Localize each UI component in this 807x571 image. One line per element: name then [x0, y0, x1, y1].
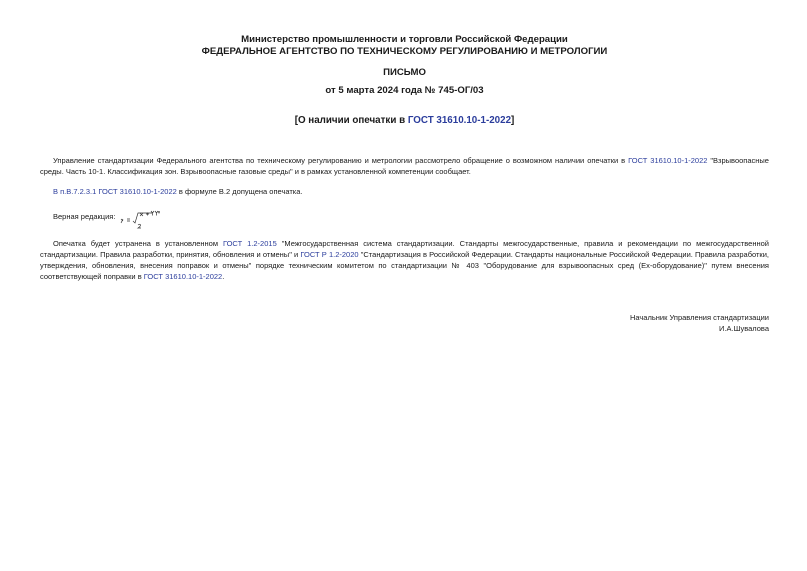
paragraph-correct-version	[40, 211, 769, 233]
document-date-number: от 5 марта 2024 года № 745-ОГ/03	[325, 85, 484, 96]
fix-gost-r-link[interactable]: ГОСТ Р 1.2-2020	[300, 250, 359, 259]
fix-text-1: Опечатка будет устранена в установленном	[53, 239, 223, 248]
document-page	[40, 0, 769, 571]
document-type: ПИСЬМО	[383, 67, 426, 78]
formula-image	[118, 208, 178, 232]
signature-position: Начальник Управления стандартизации	[629, 313, 769, 322]
paragraph-intro	[40, 155, 769, 177]
signature-name: И.А.Шувалова	[719, 324, 769, 333]
fix-gost-31610-link[interactable]: ГОСТ 31610.10-1-2022	[143, 272, 223, 281]
fix-text-2: "Межгосударственная система стандартизации. Стандарты межгосударственные, правила и рекомендации по межгосударственной стандартизации. Правила разработки, принятия, обновления и отмены" и	[40, 239, 769, 259]
paragraph-typo	[40, 186, 769, 197]
clause-link[interactable]: В п.В.7.2.3.1	[53, 187, 97, 196]
intro-gost-link[interactable]: ГОСТ 31610.10-1-2022	[628, 156, 708, 165]
subject-gost-link[interactable]: ГОСТ 31610.10-1-2022	[407, 115, 512, 126]
fix-text-4: .	[222, 272, 225, 281]
fix-gost-1-2-link[interactable]: ГОСТ 1.2-2015	[222, 239, 277, 248]
subject-prefix: [О наличии опечатки в	[294, 115, 408, 126]
ministry-name: Министерство промышленности и торговли Российской Федерации	[241, 34, 568, 45]
intro-text: Управление стандартизации Федерального агентства по техническому регулированию и метрологии рассмотрело обращение о возможном наличии опечатки в	[53, 156, 629, 165]
subject-suffix: ]	[511, 115, 515, 126]
intro-text-end: "Взрывоопасные среды. Часть 10-1. Классификация зон. Взрывоопасные газовые среды" и в рамках установленной компетенции сообщает.	[40, 156, 769, 176]
fix-text-3: "Стандартизация в Российской Федерации. Стандарты национальные Российской Федерации. Правила разработки, утверждения, обновления, внесения поправок и отмены" порядке техническим комитетом по стандартизации № 403 "Оборудование для взрывоопасных сред (Ex-оборудование)" путем внесения соответствующей поправки в	[40, 250, 769, 281]
typo-text: в формуле В.2 допущена опечатка.	[176, 187, 303, 196]
typo-gost-link[interactable]: ГОСТ 31610.10-1-2022	[98, 187, 177, 196]
agency-name: ФЕДЕРАЛЬНОЕ АГЕНТСТВО ПО ТЕХНИЧЕСКОМУ РЕГУЛИРОВАНИЮ И МЕТРОЛОГИИ	[201, 46, 608, 57]
correct-version-label: Верная редакция:	[53, 212, 116, 221]
document-subject	[40, 115, 769, 127]
signature-block	[630, 312, 769, 334]
paragraph-fix	[40, 238, 769, 282]
